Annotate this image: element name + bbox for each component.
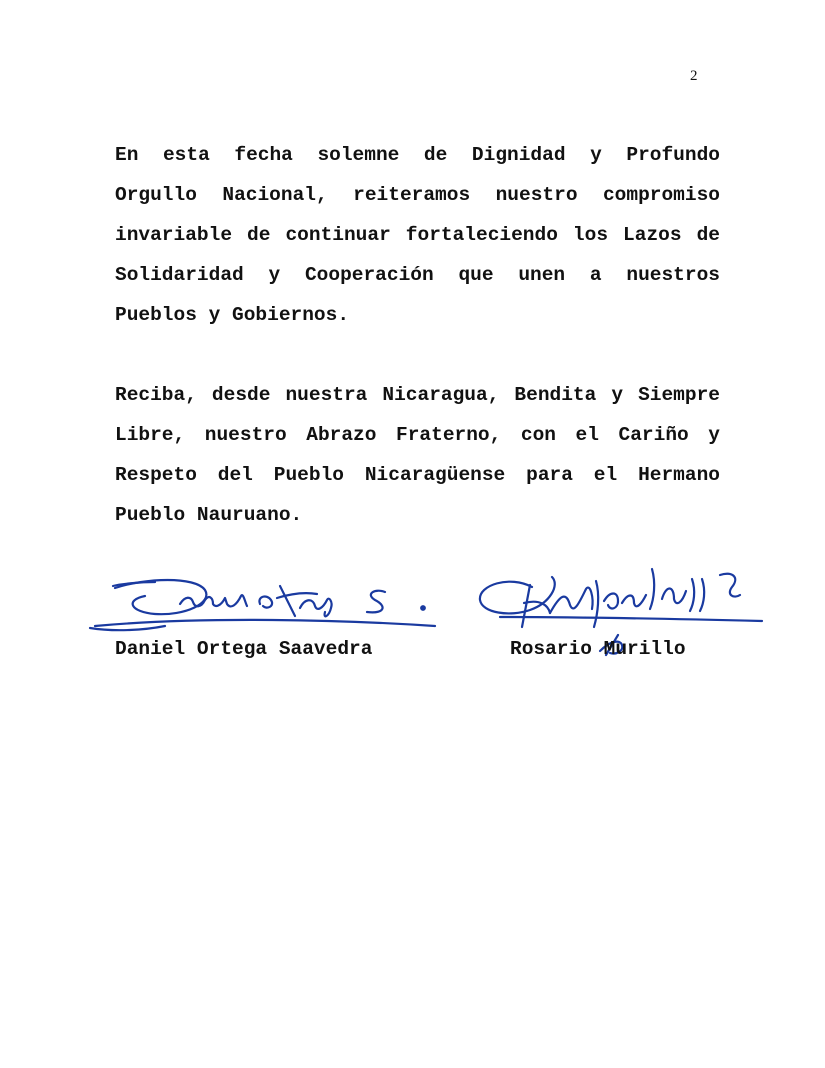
paragraph-greeting: Reciba, desde nuestra Nicaragua, Bendita y Siempre Libre, nuestro Abrazo Fraterno, con el Cariño y Respeto del Pueblo Nicaragüense para el Hermano Pueblo Nauruano. xyxy=(115,384,720,526)
signature-left-icon xyxy=(85,568,445,638)
page-number: 2 xyxy=(690,68,698,84)
signatory-name-right: Rosario Murillo xyxy=(510,638,686,660)
paragraph-commitment: En esta fecha solemne de Dignidad y Profundo Orgullo Nacional, reiteramos nuestro compromiso invariable de continuar fortaleciendo los Lazos de Solidaridad y Cooperación que unen a nuestros Pueblos y Gobiernos. xyxy=(115,144,720,326)
signatory-name-left: Daniel Ortega Saavedra xyxy=(115,638,373,660)
